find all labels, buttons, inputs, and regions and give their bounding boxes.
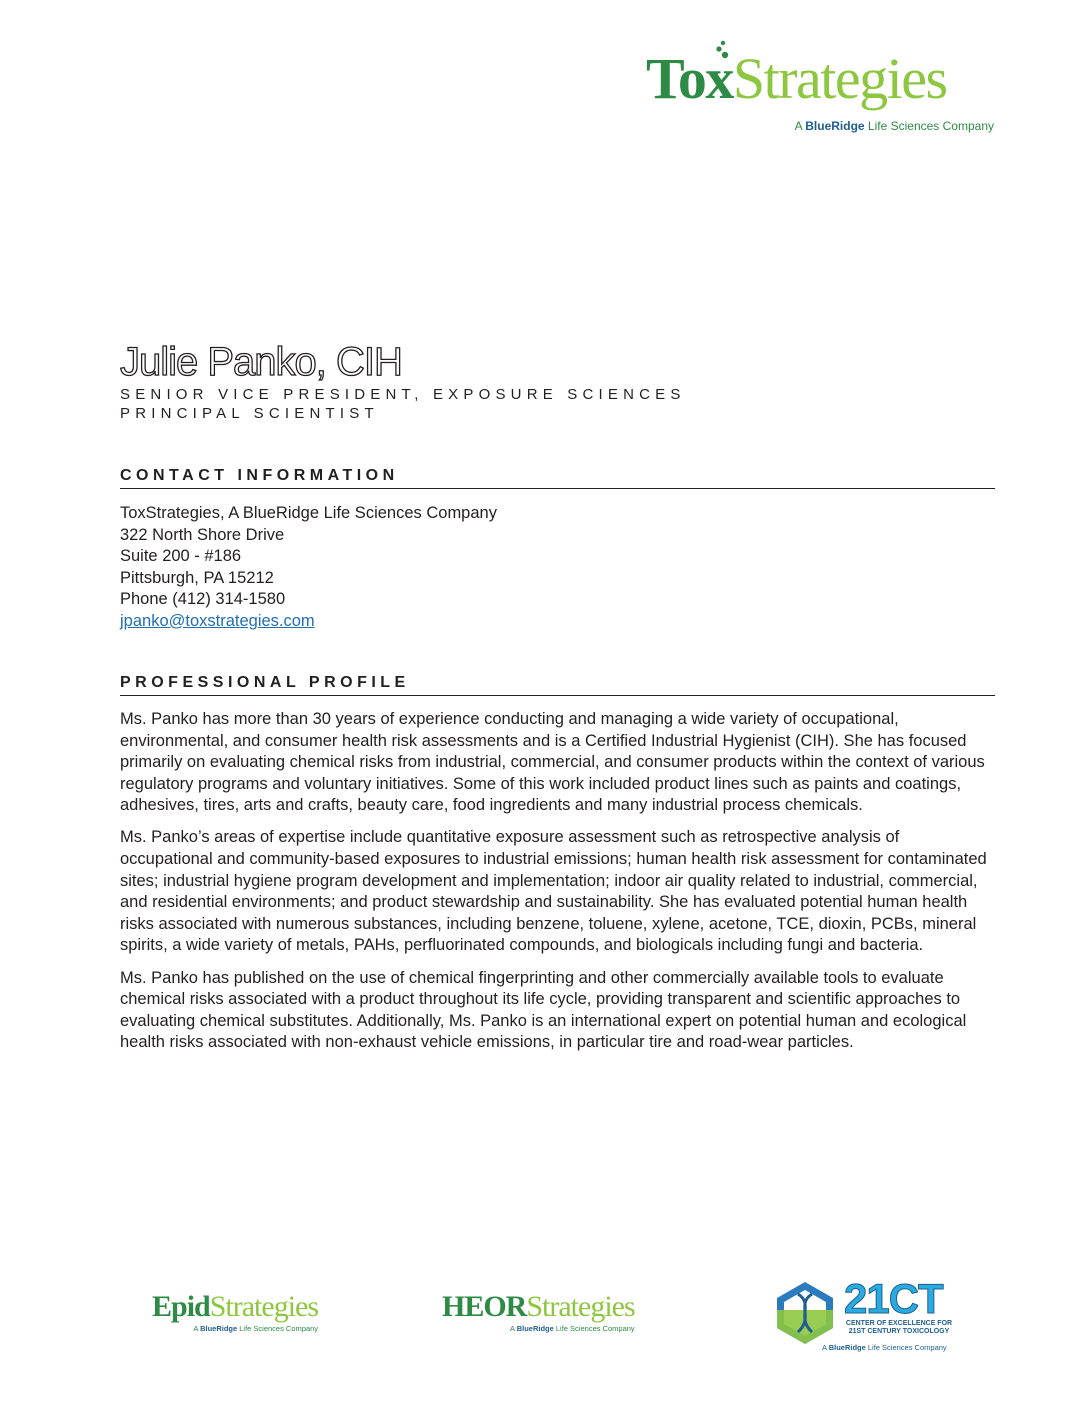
- 21ct-line-2: 21ST CENTURY TOXICOLOGY: [848, 1328, 950, 1335]
- heorstrategies-logo: HEORStrategies A BlueRidge Life Sciences Company: [442, 1290, 635, 1333]
- logo-tagline: A BlueRidge Life Sciences Company: [794, 119, 994, 133]
- title-line-1: SENIOR VICE PRESIDENT, EXPOSURE SCIENCES: [120, 386, 686, 403]
- profile-heading: PROFESSIONAL PROFILE: [120, 674, 995, 696]
- contact-heading: CONTACT INFORMATION: [120, 467, 995, 489]
- contact-phone: Phone (412) 314-1580: [120, 590, 286, 608]
- epid-tagline: A BlueRidge Life Sciences Company: [193, 1324, 319, 1333]
- contact-email-link[interactable]: jpanko@toxstrategies.com: [120, 611, 315, 630]
- heor-tagline: A BlueRidge Life Sciences Company: [510, 1324, 635, 1333]
- epidstrategies-logo: EpidStrategies A BlueRidge Life Sciences Company: [152, 1290, 319, 1333]
- logo-part-tox: Tox: [646, 46, 733, 111]
- 21ct-wordmark: 21CT: [844, 1275, 943, 1322]
- contact-address-1: 322 North Shore Drive: [120, 525, 285, 544]
- person-name: Julie Panko, CIH: [120, 340, 402, 384]
- profile-body: [120, 709, 995, 1064]
- profile-paragraph: Ms. Panko’s areas of expertise include quantitative exposure assessment such as retrospective analysis of occupational and community-based exposures to industrial emissions; human health risk assessment for contaminated sites; industrial hygiene program development and implementation; indoor air quality related to industrial, commercial, and residential environments; and product stewardship and sustainability. She has evaluated potential human health risks associated with numerous substances, including benzene, toluene, xylene, acetone, TCE, dioxin, PCBs, mineral spirits, a wide variety of metals, PAHs, perfluorinated compounds, and biologicals including fungi and bacteria.: [120, 828, 987, 955]
- contact-company: ToxStrategies, A BlueRidge Life Sciences Company: [120, 504, 497, 522]
- 21ct-tagline: A BlueRidge Life Sciences Company: [822, 1343, 947, 1352]
- contact-address-2: Suite 200 - #186: [120, 547, 242, 565]
- profile-paragraph: Ms. Panko has more than 30 years of experience conducting and managing a wide variety of occupational, environmental, and consumer health risk assessments and is a Certified Industrial Hygienist (CIH). She has focused primarily on evaluating chemical risks from industrial, commercial, and consumer products within the context of various regulatory programs and voluntary initiatives. Some of this work included product lines such as paints and coatings, adhesives, tires, arts and crafts, beauty care, food ingredients and many industrial process chemicals.: [120, 710, 985, 815]
- contact-city: Pittsburgh, PA 15212: [120, 568, 274, 587]
- 21ct-line-1: CENTER OF EXCELLENCE FOR: [845, 1320, 953, 1327]
- toxstrategies-logo: [646, 40, 998, 140]
- dna-hexagon-icon: [774, 1280, 836, 1346]
- logo-part-strategies: Strategies: [732, 46, 947, 111]
- profile-paragraph: Ms. Panko has published on the use of chemical fingerprinting and other commercially available tools to evaluate chemical risks associated with a product throughout its life cycle, providing transparent and scientific approaches to evaluating chemical substitutes. Additionally, Ms. Panko is an international expert on potential human and ecological health risks associated with non-exhaust vehicle emissions, in particular tire and road-wear particles.: [120, 968, 967, 1052]
- title-line-2: PRINCIPAL SCIENTIST: [120, 405, 379, 422]
- contact-block: [120, 503, 497, 632]
- 21ct-logo: [774, 1275, 964, 1358]
